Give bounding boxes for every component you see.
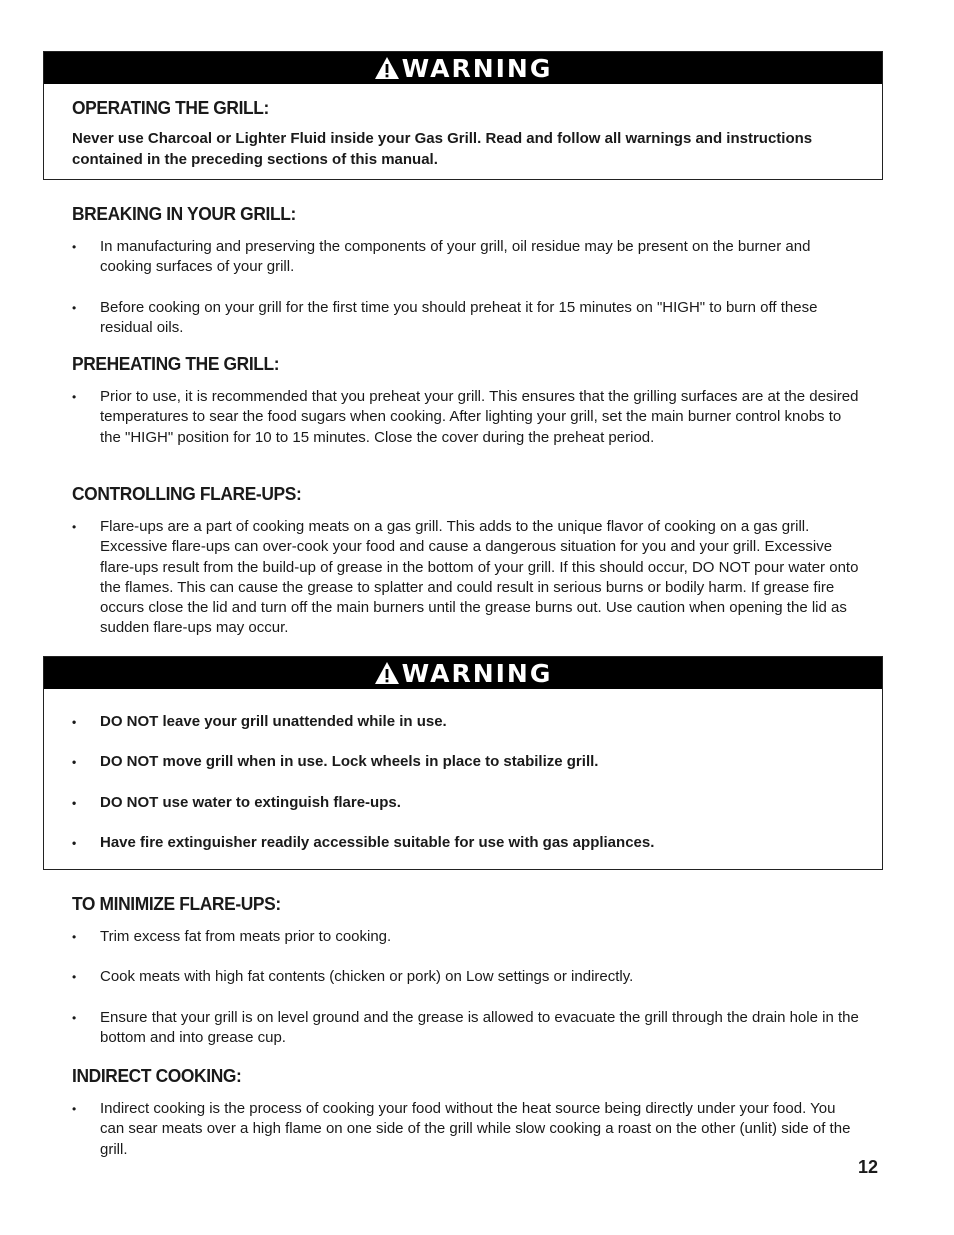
list-item: • Flare-ups are a part of cooking meats on a gas grill. This adds to the unique flavor of cooking on a gas grill. Excessive flare-ups can over-cook your food and cause a dangerous situation for you and your grill. Excessive flare-ups result from the build-up of grease in the bottom of your grill. If this should occur, DO NOT pour water onto the flames. This can cause the grease to splatter and could result in serious burns or bodily harm. If grease fire occurs close the lid and turn off the main burners until the grease burns out. Use caution when opening the lid as sudden flare-ups may occur. (72, 518, 859, 637)
list-item: • Ensure that your grill is on level ground and the grease is allowed to evacuate the grill through the drain hole in the bottom and into grease cup. (72, 1008, 859, 1046)
list-item: • Have fire extinguisher readily accessible suitable for use with gas appliances. (72, 833, 655, 851)
section-title-preheating: PREHEATING THE GRILL: (72, 353, 280, 374)
operating-text: Never use Charcoal or Lighter Fluid inside your Gas Grill. Read and follow all warnings and instructions contained in the preceding sections of this manual. (72, 130, 813, 168)
warning-box-operating (43, 51, 883, 180)
section-flareups (72, 483, 862, 639)
list-item: • Before cooking on your grill for the first time you should preheat it for 15 minutes on "HIGH" to burn off these residual oils. (72, 298, 818, 336)
section-breaking-in (72, 203, 862, 338)
section-title-flareups: CONTROLLING FLARE-UPS: (72, 483, 302, 504)
list-item: • DO NOT move grill when in use. Lock wheels in place to stabilize grill. (72, 753, 599, 771)
page-number: 12 (858, 1157, 879, 1177)
warning-banner (44, 657, 882, 689)
warning-label: WARNING (401, 53, 553, 83)
warning-triangle-icon (374, 56, 400, 80)
list-item: • In manufacturing and preserving the components of your grill, oil residue may be present on the burner and cooking surfaces of your grill. (72, 238, 811, 276)
section-title-indirect: INDIRECT COOKING: (72, 1065, 242, 1086)
list-item: • Trim excess fat from meats prior to cooking. (72, 928, 392, 945)
warning-banner (44, 52, 882, 84)
section-title-minimize: TO MINIMIZE FLARE-UPS: (72, 893, 281, 914)
section-indirect (72, 1065, 862, 1160)
section-title-operating: OPERATING THE GRILL: (72, 97, 269, 118)
section-title-breaking-in: BREAKING IN YOUR GRILL: (72, 203, 296, 224)
list-item: • DO NOT use water to extinguish flare-ups. (72, 793, 401, 811)
warning-box-safety (43, 656, 883, 870)
warning-label: WARNING (401, 658, 553, 688)
list-item: • Prior to use, it is recommended that you preheat your grill. This ensures that the grilling surfaces are at the desired temperatures to sear the food sugars when cooking. After lighting your grill, set the main burner control knobs to the "HIGH" position for 10 to 15 minutes. Close the cover during the preheat period. (72, 388, 859, 446)
list-item: • DO NOT leave your grill unattended while in use. (72, 713, 447, 730)
warning-triangle-icon (374, 661, 400, 685)
list-item: • Cook meats with high fat contents (chicken or pork) on Low settings or indirectly. (72, 968, 634, 986)
section-minimize (72, 893, 862, 1048)
section-preheating (72, 353, 862, 448)
list-item: • Indirect cooking is the process of cooking your food without the heat source being directly under your food. You can sear meats over a high flame on one side of the grill while slow cooking a roast on the other (unlit) side of the grill. (72, 1100, 851, 1158)
